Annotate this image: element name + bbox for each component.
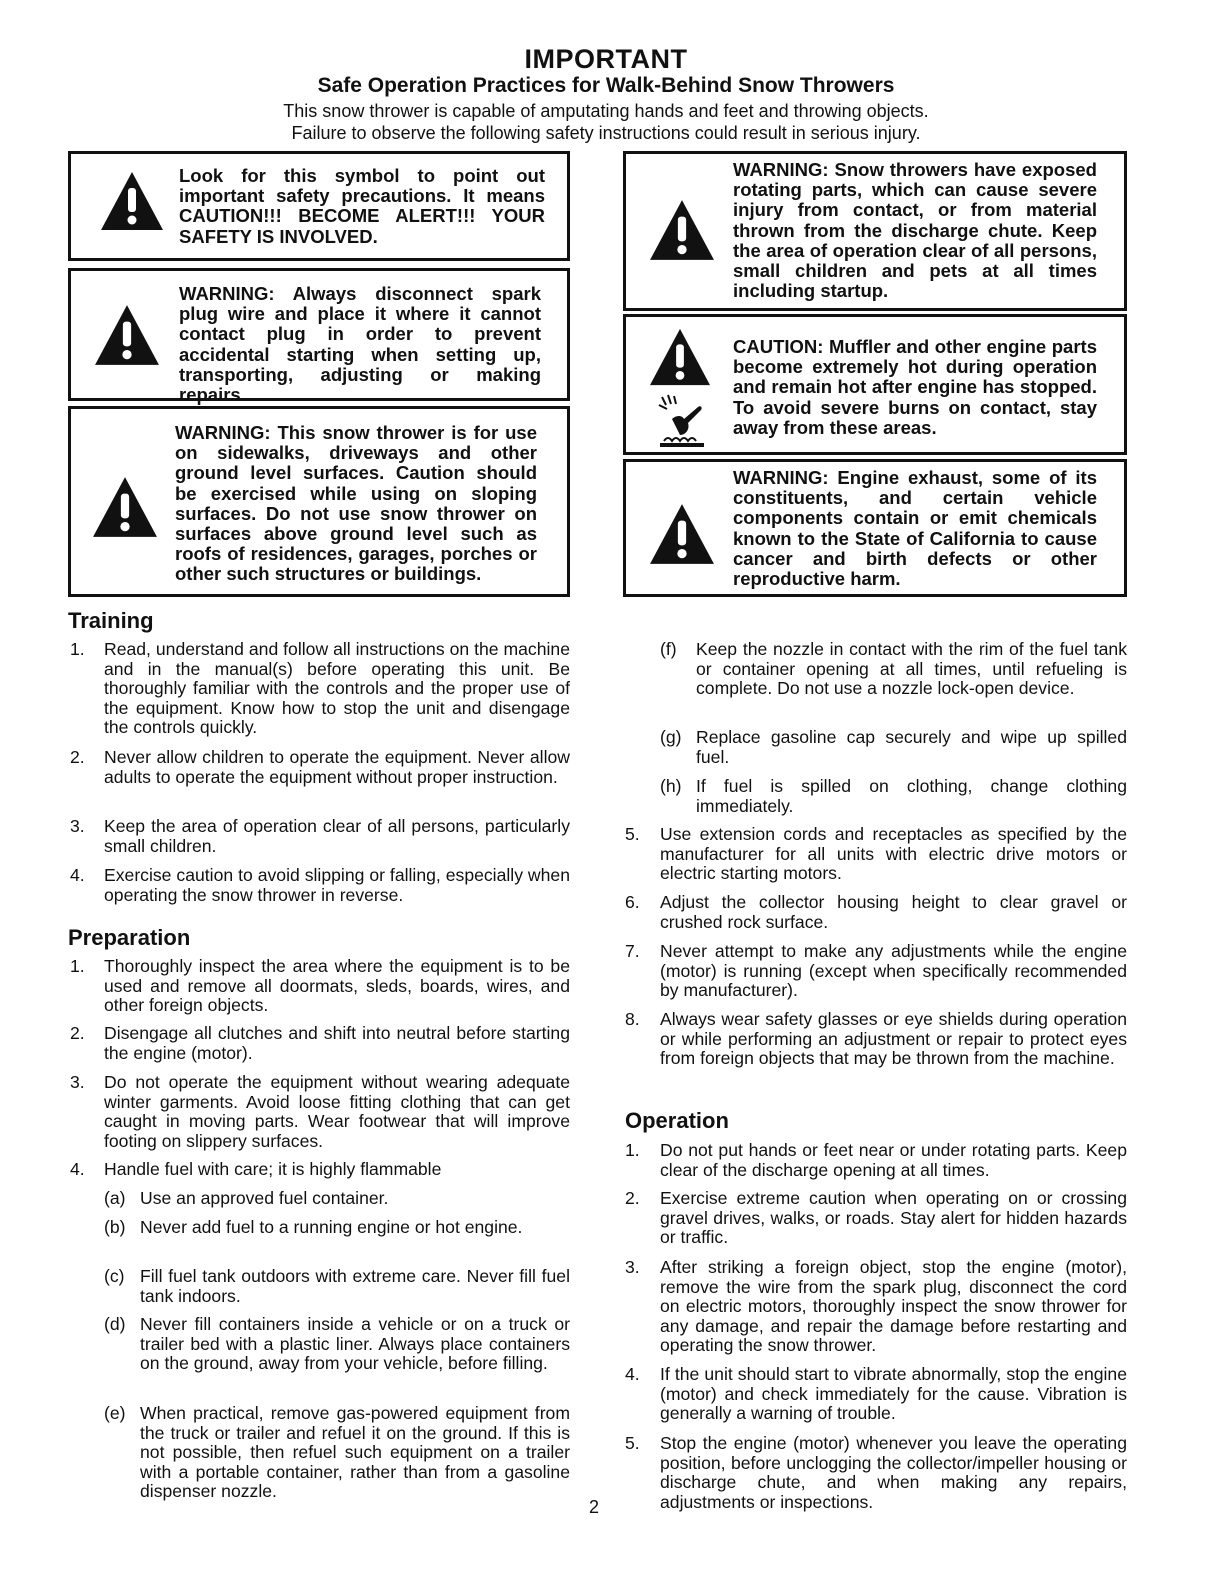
- item-number: (h): [660, 776, 682, 796]
- preparation-heading: Preparation: [68, 925, 191, 950]
- hot-surface-hand-icon: [654, 391, 710, 449]
- item-text: Never allow children to operate the equipment. Never allow adults to operate the equipment without proper instruction.: [104, 747, 570, 787]
- list-item: [625, 1010, 1127, 1069]
- item-number: 6.: [625, 892, 640, 912]
- item-text: Use extension cords and receptacles as specified by the manufacturer for all units with electric drive motors or electric starting motors.: [660, 824, 1127, 884]
- list-item: [625, 942, 1127, 1001]
- spark-plug-warning-box: [68, 268, 570, 406]
- item-text: Never attempt to make any adjustments while the engine (motor) is running (except when specifically recommended by manufacturer).: [660, 941, 1127, 1001]
- list-item: [70, 640, 570, 738]
- list-subitem: [104, 1218, 570, 1238]
- item-number: (c): [104, 1266, 125, 1286]
- item-text: Keep the area of operation clear of all persons, particularly small children.: [104, 816, 570, 856]
- item-number: 1.: [70, 639, 85, 659]
- list-item: [625, 1258, 1127, 1356]
- list-subitem: [104, 1267, 570, 1306]
- item-text: Never fill containers inside a vehicle or on a truck or trailer bed with a plastic liner. Always place containers on the ground, away from your vehicle, before filling.: [140, 1314, 570, 1374]
- list-item: [70, 748, 570, 787]
- list-item: [625, 1434, 1127, 1512]
- item-number: 1.: [625, 1140, 640, 1160]
- item-number: (b): [104, 1217, 126, 1237]
- item-number: 4.: [70, 865, 85, 885]
- safety-alert-icon: [93, 303, 161, 367]
- page-subtitle: Safe Operation Practices for Walk-Behind Snow Throwers: [317, 74, 895, 97]
- training-heading: Training: [68, 608, 154, 633]
- item-number: 2.: [625, 1188, 640, 1208]
- item-number: 2.: [70, 1023, 85, 1043]
- safety-alert-icon: [648, 502, 716, 566]
- rotating-parts-warning-text: WARNING: Snow throwers have exposed rotating parts, which can cause severe injury from contact, or from material thrown from the discharge chute. Keep the area of operation clear of all persons, small children and pets at all times including startup.: [733, 159, 1097, 302]
- safety-alert-icon: [648, 327, 712, 387]
- list-item: [70, 957, 570, 1016]
- list-item: [70, 1160, 570, 1180]
- item-text: After striking a foreign object, stop the engine (motor), remove the wire from the spark plug, disconnect the cord on electric motors, thoroughly inspect the snow thrower for any damage, and repair the damage before restarting and operating the snow thrower.: [660, 1257, 1127, 1356]
- item-text: Do not operate the equipment without wearing adequate winter garments. Avoid loose fitting clothing that can get caught in moving parts. Wear footwear that will improve footing on slippery surfaces.: [104, 1072, 570, 1151]
- item-text: If fuel is spilled on clothing, change clothing immediately.: [696, 776, 1127, 816]
- safety-alert-icon: [91, 475, 159, 539]
- list-item: [70, 866, 570, 905]
- exhaust-warning-text: WARNING: Engine exhaust, some of its constituents, and certain vehicle components contain or emit chemicals known to the State of California to cause cancer and birth defects or other reproductive harm.: [733, 467, 1097, 590]
- item-text: Read, understand and follow all instructions on the machine and in the manual(s) before operating this unit. Be thoroughly familiar with the controls and the proper use of the equipment. Know how to stop the unit and disengage the controls quickly.: [104, 639, 570, 738]
- item-text: Exercise caution to avoid slipping or falling, especially when operating the snow thrower in reverse.: [104, 865, 570, 905]
- item-number: 4.: [625, 1364, 640, 1384]
- safety-symbol-text: Look for this symbol to point out important safety precautions. It means CAUTION!!! BECOME ALERT!!! YOUR SAFETY IS INVOLVED.: [179, 165, 545, 247]
- item-text: When practical, remove gas-powered equipment from the truck or trailer and refuel it on the ground. If this is not possible, then refuel such equipment on a trailer with a portable container, rather than from a gasoline dispenser nozzle.: [140, 1403, 570, 1502]
- exhaust-warning-box: [623, 459, 1127, 597]
- item-number: 5.: [625, 824, 640, 844]
- item-number: 8.: [625, 1009, 640, 1029]
- rotating-parts-warning-box: [623, 151, 1127, 311]
- item-number: 2.: [70, 747, 85, 767]
- list-subitem: [660, 728, 1127, 767]
- page-title: IMPORTANT: [524, 44, 688, 74]
- item-text: Disengage all clutches and shift into neutral before starting the engine (motor).: [104, 1023, 570, 1063]
- safety-alert-icon: [99, 170, 165, 232]
- item-number: 3.: [70, 816, 85, 836]
- item-number: (f): [660, 639, 677, 659]
- safety-symbol-box: [68, 151, 570, 261]
- list-subitem: [104, 1315, 570, 1374]
- item-number: (d): [104, 1314, 126, 1334]
- item-text: Keep the nozzle in contact with the rim of the fuel tank or container opening at all times, until refueling is complete. Do not use a nozzle lock-open device.: [696, 639, 1127, 699]
- item-text: Handle fuel with care; it is highly flammable: [104, 1159, 442, 1179]
- list-item: [625, 893, 1127, 932]
- item-text: Do not put hands or feet near or under rotating parts. Keep clear of the discharge opening at all times.: [660, 1140, 1127, 1180]
- operation-heading: Operation: [625, 1108, 729, 1133]
- item-number: (a): [104, 1188, 126, 1208]
- item-number: (g): [660, 727, 682, 747]
- surfaces-warning-box: [68, 406, 570, 597]
- list-item: [70, 817, 570, 856]
- list-item: [625, 1189, 1127, 1248]
- muffler-caution-box: [623, 314, 1127, 455]
- item-text: Always wear safety glasses or eye shields during operation or while performing an adjustment or repair to protect eyes from foreign objects that may be thrown from the machine.: [660, 1009, 1127, 1069]
- list-subitem: [104, 1404, 570, 1502]
- item-number: 5.: [625, 1433, 640, 1453]
- list-subitem: [660, 640, 1127, 699]
- intro-line-1: This snow thrower is capable of amputating hands and feet and throwing objects.: [283, 101, 929, 121]
- item-number: 7.: [625, 941, 640, 961]
- surfaces-warning-text: WARNING: This snow thrower is for use on sidewalks, driveways and other ground level surfaces. Caution should be exercised while using on sloping surfaces. Do not use snow thrower on surfaces above ground level such as roofs of residences, garages, porches or other such structures or buildings.: [175, 422, 537, 585]
- item-text: Fill fuel tank outdoors with extreme care. Never fill fuel tank indoors.: [140, 1266, 570, 1306]
- item-text: Adjust the collector housing height to clear gravel or crushed rock surface.: [660, 892, 1127, 932]
- item-text: Replace gasoline cap securely and wipe up spilled fuel.: [696, 727, 1127, 767]
- item-number: 4.: [70, 1159, 85, 1179]
- muffler-caution-text: CAUTION: Muffler and other engine parts become extremely hot during operation and remain hot after engine has stopped. To avoid severe burns on contact, stay away from these areas.: [733, 336, 1097, 438]
- safety-alert-icon: [648, 198, 716, 262]
- list-item: [625, 825, 1127, 884]
- page-number: 2: [589, 1497, 600, 1517]
- list-item: [70, 1073, 570, 1151]
- item-number: 3.: [625, 1257, 640, 1277]
- item-text: Thoroughly inspect the area where the equipment is to be used and remove all doormats, sleds, boards, wires, and other foreign objects.: [104, 956, 570, 1016]
- item-number: 3.: [70, 1072, 85, 1092]
- item-text: Use an approved fuel container.: [140, 1188, 389, 1208]
- item-number: 1.: [70, 956, 85, 976]
- list-item: [70, 1024, 570, 1063]
- list-subitem: [660, 777, 1127, 816]
- item-text: Exercise extreme caution when operating on or crossing gravel drives, walks, or roads. Stay alert for hidden hazards or traffic.: [660, 1188, 1127, 1248]
- intro-line-2: Failure to observe the following safety instructions could result in serious injury.: [291, 123, 921, 143]
- spark-plug-warning-text: WARNING: Always disconnect spark plug wire and place it where it cannot contact plug in order to prevent accidental starting when setting up, transporting, adjusting or making repairs.: [179, 283, 541, 406]
- list-item: [625, 1141, 1127, 1180]
- list-item: [625, 1365, 1127, 1424]
- item-text: Stop the engine (motor) whenever you leave the operating position, before unclogging the collector/impeller housing or discharge chute, and when making any repairs, adjustments or inspections.: [660, 1433, 1127, 1512]
- list-subitem: [104, 1189, 570, 1209]
- item-text: If the unit should start to vibrate abnormally, stop the engine (motor) and check immediately for the cause. Vibration is generally a warning of trouble.: [660, 1364, 1127, 1424]
- item-number: (e): [104, 1403, 126, 1423]
- item-text: Never add fuel to a running engine or hot engine.: [140, 1217, 523, 1237]
